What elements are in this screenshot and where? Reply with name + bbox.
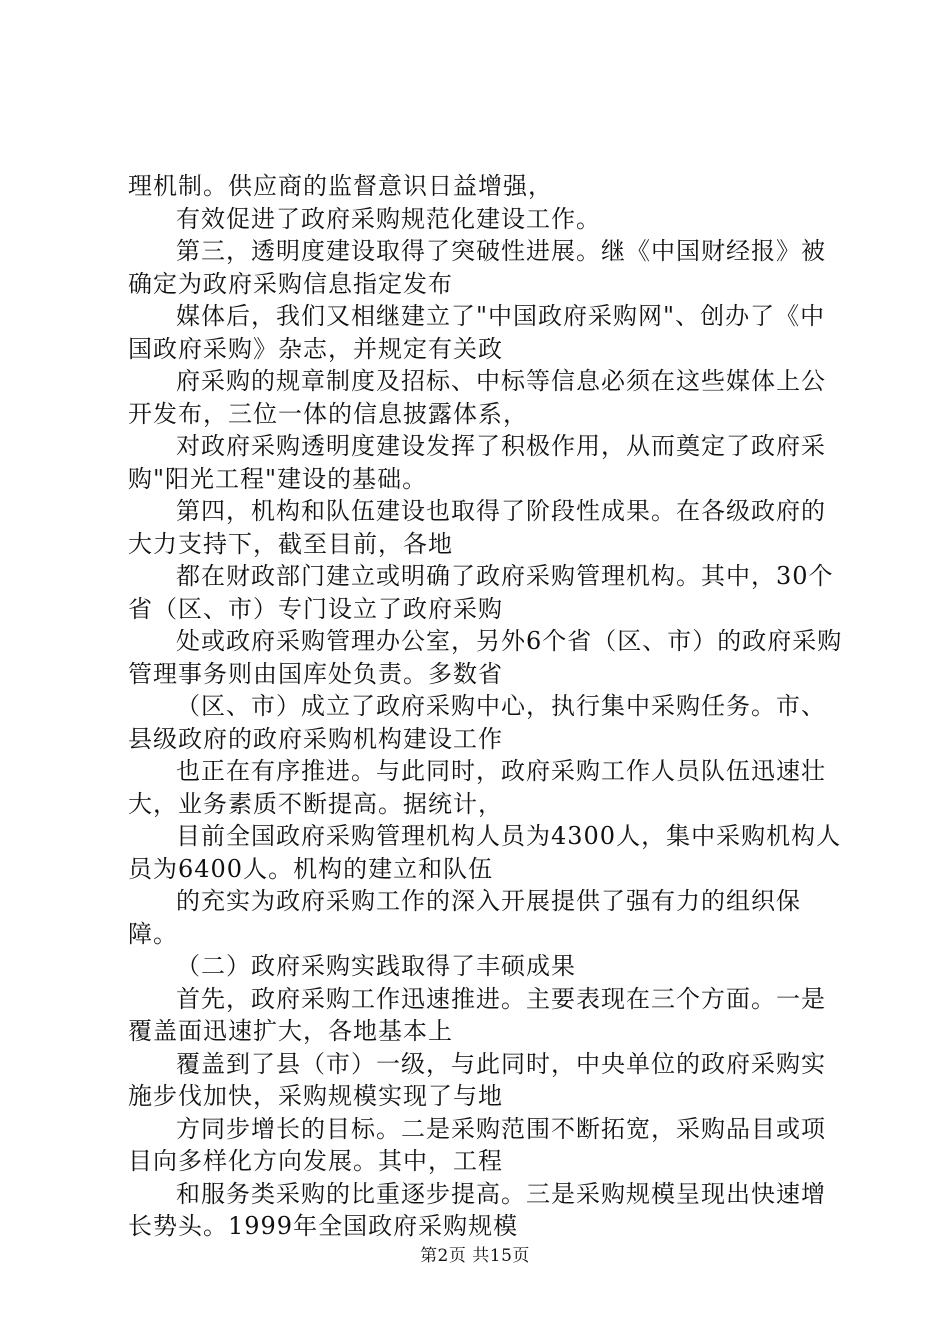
page-footer: 第2页 共15页 bbox=[420, 1246, 530, 1266]
document-body bbox=[128, 170, 848, 1243]
paragraph: 处或政府采购管理办公室，另外6个省（区、市）的政府采购管理事务则由国库处负责。多数省 bbox=[128, 627, 843, 688]
paragraph: 都在财政部门建立或明确了政府采购管理机构。其中，30个省（区、市）专门设立了政府采购 bbox=[128, 562, 834, 623]
paragraph: 首先，政府采购工作迅速推进。主要表现在三个方面。一是覆盖面迅速扩大，各地基本上 bbox=[128, 984, 826, 1045]
paragraph: 第四，机构和队伍建设也取得了阶段性成果。在各级政府的大力支持下，截至目前，各地 bbox=[128, 497, 826, 558]
paragraph: 覆盖到了县（市）一级，与此同时，中央单位的政府采购实施步伐加快，采购规模实现了与地 bbox=[128, 1049, 826, 1110]
paragraph: 媒体后，我们又相继建立了"中国政府采购网"、创办了《中国政府采购》杂志，并规定有关政 bbox=[128, 302, 826, 363]
paragraph: 理机制。供应商的监督意识日益增强， bbox=[128, 172, 553, 200]
paragraph: 也正在有序推进。与此同时，政府采购工作人员队伍迅速壮大，业务素质不断提高。据统计， bbox=[128, 757, 826, 818]
paragraph: 方同步增长的目标。二是采购范围不断拓宽，采购品目或项目向多样化方向发展。其中，工程 bbox=[128, 1114, 826, 1175]
paragraph: （区、市）成立了政府采购中心，执行集中采购任务。市、县级政府的政府采购机构建设工作 bbox=[128, 692, 826, 753]
paragraph: 对政府采购透明度建设发挥了积极作用，从而奠定了政府采购"阳光工程"建设的基础。 bbox=[128, 432, 826, 493]
paragraph: 有效促进了政府采购规范化建设工作。 bbox=[176, 204, 601, 233]
paragraph: 目前全国政府采购管理机构人员为4300人，集中采购机构人员为6400人。机构的建立和队伍 bbox=[128, 822, 842, 883]
paragraph: 和服务类采购的比重逐步提高。三是采购规模呈现出快速增长势头。1999年全国政府采购规模 bbox=[128, 1179, 826, 1240]
paragraph: 府采购的规章制度及招标、中标等信息必须在这些媒体上公开发布，三位一体的信息披露体系， bbox=[128, 367, 826, 428]
section-heading: （二）政府采购实践取得了丰硕成果 bbox=[176, 952, 576, 980]
paragraph: 的充实为政府采购工作的深入开展提供了强有力的组织保障。 bbox=[128, 887, 801, 948]
paragraph: 第三，透明度建设取得了突破性进展。继《中国财经报》被确定为政府采购信息指定发布 bbox=[128, 237, 826, 298]
